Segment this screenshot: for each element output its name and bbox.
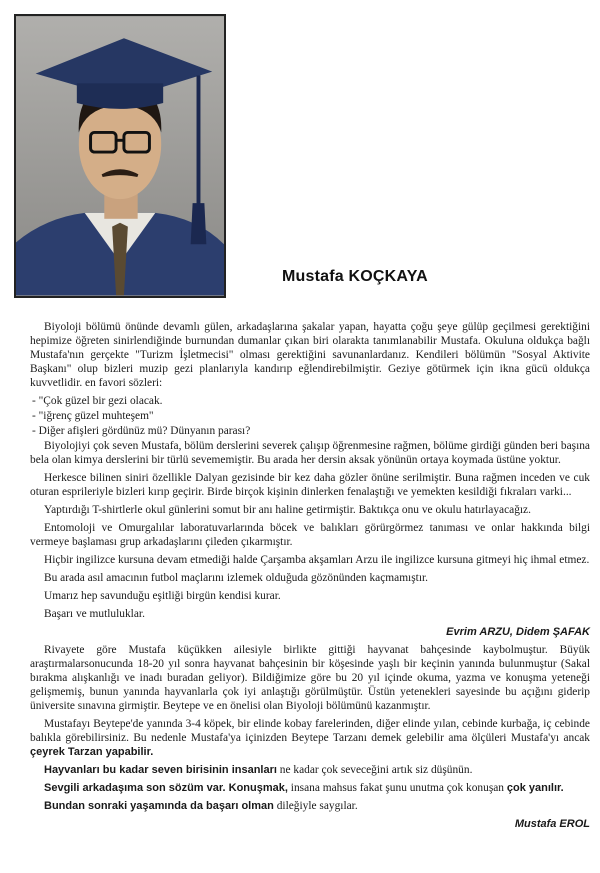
highlight-bold: Hayvanları bu kadar seven birisinin insanları <box>44 764 277 776</box>
article-body <box>30 320 590 835</box>
signature-authors-1: Evrim ARZU, Didem ŞAFAK <box>446 626 590 638</box>
paragraph: Hiçbir ingilizce kursuna devam etmediği halde Çarşamba akşamları Arzu ile ingilizce kursuna gitmeyi hiç ihmal etmez. <box>44 554 590 566</box>
highlight-bold: Sevgili arkadaşıma son sözüm var. Konuşmak, <box>44 782 288 794</box>
highlight-line-2 <box>30 781 590 795</box>
highlight-rest: ne kadar çok seveceğini artık siz düşünün. <box>276 764 473 776</box>
quote-item: - "Çok güzel bir gezi olacak. <box>32 395 163 407</box>
paragraph: Bu arada asıl amacının futbol maçlarını izlemek olduğuda gözönünden kaçmamıştır. <box>44 572 428 584</box>
paragraph: Rivayete göre Mustafa küçükken ailesiyle birlikte gittiği hayvanat bahçesinde kaybolmuştur. Büyük araştırmalarsonucunda 18-20 yıl sonra hayvanat bahçesinin bir köşesinde yaşlı bir keçinin yanında bulunmuştur (Sakal bırakma alışkanlığı ve inadı buradan geliyor). Bildiğimize göre bu 20 yıl içinde okuma, yazma ve konuşma yeteneği gelişmemiş, bunun yanında hayvanlarla çok iyi anlaştığı görülmüştür. Üstün yetenekleri sayesinde bu açığını giderip üniversite sınavına girmiştir. Beytepe ve en önelisi olan Biyoloji bölümünü kazanmıştır. <box>30 644 590 712</box>
paragraph: Başarı ve mutluluklar. <box>44 608 145 620</box>
student-name: Mustafa KOÇKAYA <box>282 268 428 285</box>
beytepe-paragraph <box>30 717 590 759</box>
highlight-line-3 <box>30 799 590 813</box>
beytepe-highlight: çeyrek Tarzan yapabilir. <box>30 746 154 758</box>
quote-item: - "iğrenç güzel muhteşem" <box>32 410 154 422</box>
paragraph: Umarız hep savunduğu eşitliği birgün kendisi kurar. <box>44 590 281 602</box>
beytepe-text: Mustafayı Beytepe'de yanında 3-4 köpek, bir elinde kobay farelerinden, diğer elinde yılan, cebinde kurbağa, iç cebinde balıkla görebilirsiniz. Bu nedenle Mustafa'ya içinizden Beytepe Tarzanı demek gelebilir ama ölçüleri Mustafa'yı ancak <box>30 718 590 744</box>
highlight-rest: dileğiyle saygılar. <box>273 800 358 812</box>
highlight-bold: Bundan sonraki yaşamında da başarı olman <box>44 800 274 812</box>
paragraph: Biyolojiyi çok seven Mustafa, bölüm derslerini severek çalışıp öğrenmesine rağmen, bölüme girdiği günden beri başına bela olan kimya derslerini bir türlü sevememiştir. Bu arada her dersin aksak yönünün ortaya koymada üstüne yoktur. <box>30 440 590 466</box>
portrait-illustration <box>16 16 224 296</box>
intro-paragraph: Biyoloji bölümü önünde devamlı gülen, arkadaşlarına şakalar yapan, hayatta çoğu şeye gülüp geçilmesi gerektiğini hepimize öğreten sinirlendiğinde burnundan dumanlar çıkan biri olarakta tanımlanabilir Mustafa. Okuluna oldukça bağlı Mustafa'nın gerçekte "Turizm İşletmecisi" olması gerektiğini savunanlardanız. Kendileri bölümün "Sosyal Aktivite Başkanı" olup bizleri muzip gezi planlarıyla kandırıp eğlendirebilmiştir. Geziye götürmek için ikna gücü oldukça kuvvetlidir. en favori sözleri: <box>30 321 590 389</box>
highlight-line-1 <box>30 763 590 777</box>
highlight-rest: insana mahsus fakat şunu unutma çok konuşan <box>287 782 505 794</box>
paragraph: Herkesce bilinen siniri özellikle Dalyan gezisinde bir kez daha gözler önüne serilmiştir. Buna rağmen inceden ve cuk oturan esprileriyle bizleri kırıp geçirir. Birde birçok kişinin dinlerken fenalaştığı ve yemekten kesildiği fıkraları varki... <box>30 472 590 498</box>
highlight-bold: çok yanılır. <box>506 782 564 794</box>
quote-item: - Diğer afişleri gördünüz mü? Dünyanın parası? <box>32 425 251 437</box>
paragraph: Yaptırdığı T-shirtlerle okul günlerini somut bir anı haline getirmiştir. Baktıkça onu ve okulu hatırlayacağız. <box>44 504 531 516</box>
paragraph: Entomoloji ve Omurgalılar laboratuvarlarında böcek ve balıkları görürgörmez tanıması ve onlar hakkında bilgi vermeye başlaması grup arkadaşlarını çileden çıkarmıştır. <box>30 522 590 548</box>
signature-author-2: Mustafa EROL <box>514 818 590 830</box>
graduate-portrait-photo <box>14 14 226 298</box>
